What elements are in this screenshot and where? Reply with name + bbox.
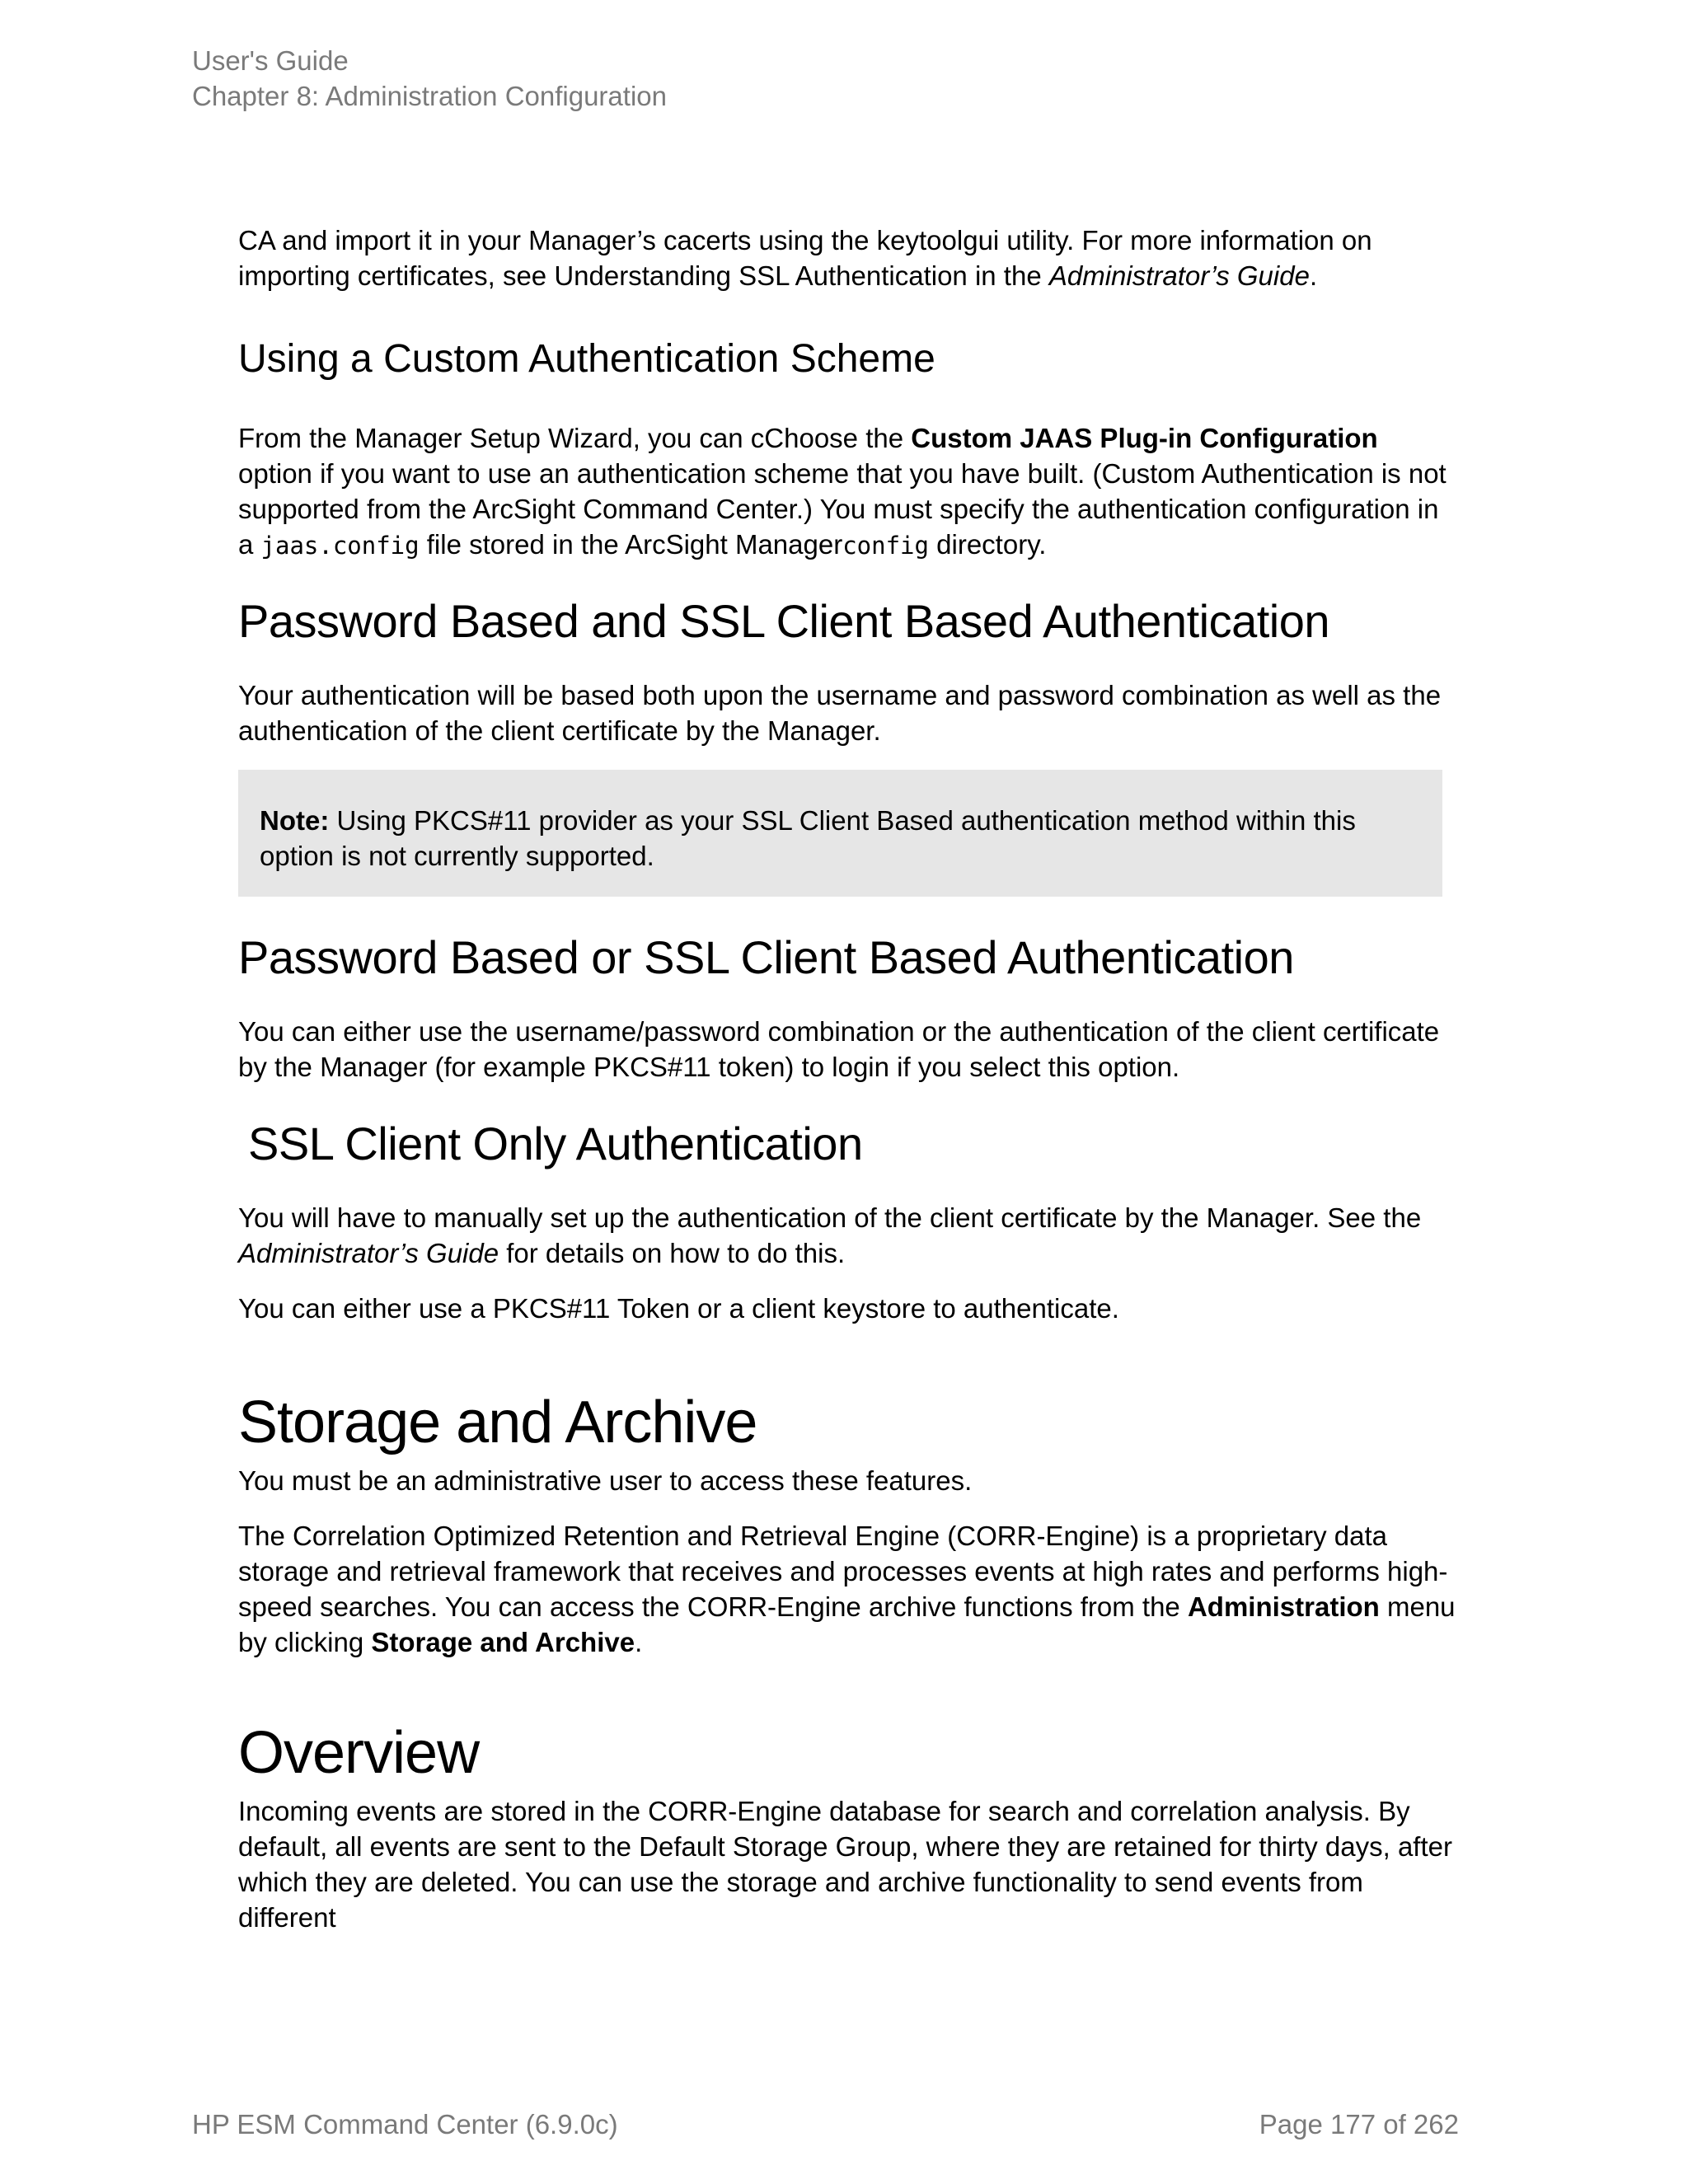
chapter-heading-storage-archive: Storage and Archive [238,1390,757,1455]
pw-and-ssl-paragraph: Your authentication will be based both upon the username and password combination as well as the authentication of the client certificate by the Manager. [238,680,1442,746]
running-header [192,43,667,114]
overview-paragraph: Incoming events are stored in the CORR-Engine database for search and correlation analysis. By default, all events are sent to the Default Storage Group, where they are retained for thirty days, after which they are deleted. You can use the storage and archive functionality to send events from different [238,1796,1452,1933]
pw-or-ssl-paragraph: You can either use the username/password combination or the authentication of the client certificate by the Manager (for example PKCS#11 token) to login if you select this option. [238,1016,1440,1082]
ssl-only-paragraph-2: You can either use a PKCS#11 Token or a client keystore to authenticate. [238,1293,1119,1324]
header-chapter-title: Chapter 8: Administration Configuration [192,81,667,111]
code-jaas-config: jaas.config [260,532,420,560]
note-box [238,770,1442,897]
footer-page-number: Page 177 of 262 [1259,2109,1459,2139]
ssl-only-paragraph-1: You will have to manually set up the authentication of the client certificate by the Manager. See the Administrator’s Guide for details on how to do this. [238,1202,1422,1268]
chapter-heading-overview: Overview [238,1720,480,1786]
section-heading-ssl-only: SSL Client Only Authentication [248,1118,863,1169]
section-heading-pw-or-ssl: Password Based or SSL Client Based Authentication [238,931,1294,983]
storage-paragraph-2: The Correlation Optimized Retention and Retrieval Engine (CORR-Engine) is a proprietary data storage and retrieval framework that receives and processes events at high rates and performs high-speed searches. You can access the CORR-Engine archive functions from the Administration menu by clicking Storage and Archive. [238,1521,1456,1657]
section-heading-custom-auth: Using a Custom Authentication Scheme [238,337,935,381]
intro-paragraph: CA and import it in your Manager’s cacerts using the keytoolgui utility. For more information on importing certificates, see Understanding SSL Authentication in the Administrator’s Guide. [238,225,1372,291]
section-heading-pw-and-ssl: Password Based and SSL Client Based Authentication [238,595,1330,647]
note-text: Note: Using PKCS#11 provider as your SSL Client Based authentication method within this option is not currently supported. [260,805,1356,871]
footer-product: HP ESM Command Center (6.9.0c) [192,2109,618,2139]
storage-paragraph-1: You must be an administrative user to access these features. [238,1465,973,1496]
page-content [238,223,1458,1935]
custom-auth-paragraph: From the Manager Setup Wizard, you can cChoose the Custom JAAS Plug-in Configuration option if you want to use an authentication scheme that you have built. (Custom Authentication is not supported from the ArcSight Command Center.) You must specify the authentication configuration in a jaas.config file stored in the ArcSight Managerconfig directory. [238,423,1447,560]
code-config-dir: config [842,532,929,560]
header-guide-title: User's Guide [192,45,349,76]
note-label: Note: [260,805,330,836]
